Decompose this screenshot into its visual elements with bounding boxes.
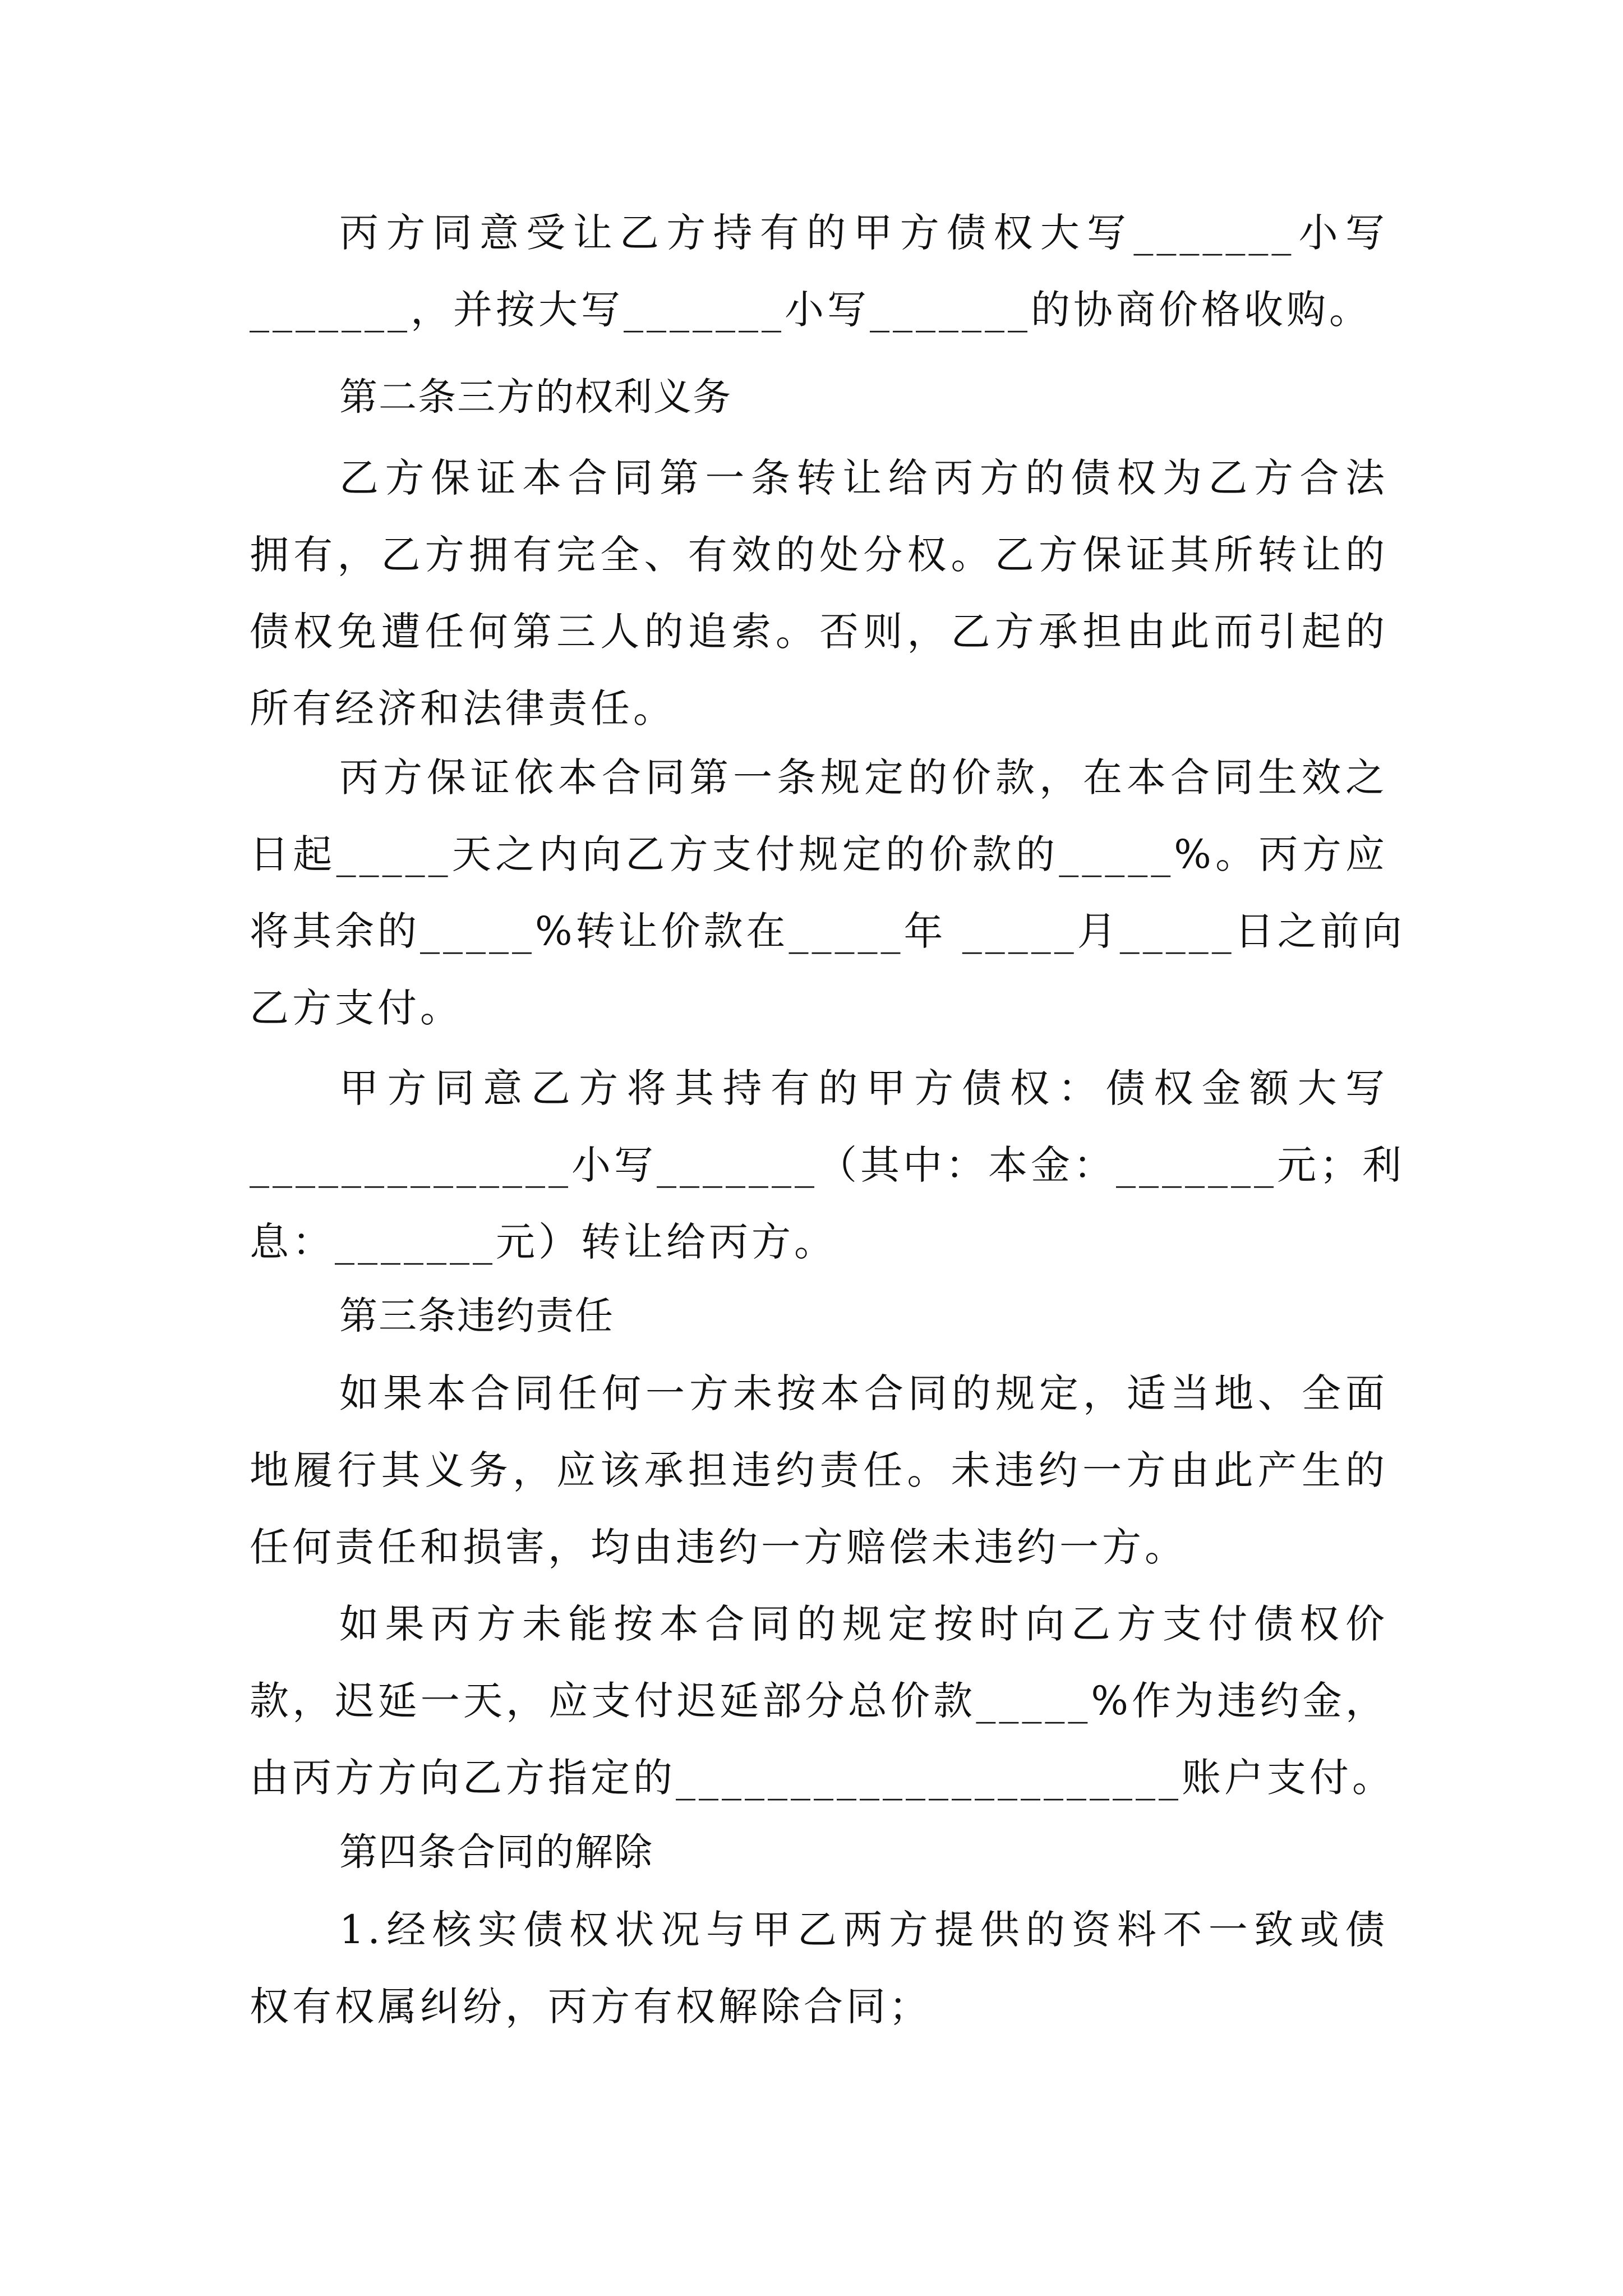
text-line: 权有权属纠纷，丙方有权解除合同； <box>250 1984 932 2030</box>
text-line: 1.经核实债权状况与甲乙两方提供的资料不一致或债 <box>339 1907 1388 1953</box>
text-line: 日起_____天之内向乙方支付规定的价款的_____%。丙方应 <box>250 831 1388 877</box>
text-line: 如果丙方未能按本合同的规定按时向乙方支付债权价 <box>339 1601 1388 1647</box>
text-line: 拥有，乙方拥有完全、有效的处分权。乙方保证其所转让的 <box>250 532 1388 578</box>
text-line: 如果本合同任何一方未按本合同的规定，适当地、全面 <box>339 1370 1388 1416</box>
text-line: 由丙方方向乙方指定的______________________账户支付。 <box>250 1755 1395 1801</box>
heading-text: 第四条合同的解除 <box>339 1830 654 1875</box>
heading-text: 第二条三方的权利义务 <box>339 375 732 420</box>
paragraph-payment-terms <box>250 739 1405 1047</box>
paragraph-party-b-guarantee <box>250 440 1388 747</box>
paragraph-party-a-consent <box>250 1050 1405 1281</box>
paragraph-termination-item-1 <box>250 1892 1388 2045</box>
text-line: 乙方支付。 <box>250 985 463 1031</box>
text-line: 乙方保证本合同第一条转让给丙方的债权为乙方合法 <box>339 455 1388 501</box>
text-line: 丙方同意受让乙方持有的甲方债权大写_______小写 <box>339 210 1388 256</box>
text-line: 所有经济和法律责任。 <box>250 685 676 731</box>
text-line: 息：_______元）转让给丙方。 <box>250 1219 837 1265</box>
text-line: 丙方保证依本合同第一条规定的价款，在本合同生效之 <box>339 754 1388 800</box>
text-line: _______，并按大写_______小写_______的协商价格收购。 <box>250 287 1372 333</box>
text-line: 债权免遭任何第三人的追索。否则，乙方承担由此而引起的 <box>250 609 1388 655</box>
text-line: 任何责任和损害，均由违约一方赔偿未违约一方。 <box>250 1524 1187 1570</box>
text-line: 将其余的_____%转让价款在_____年 _____月_____日之前向 <box>250 908 1405 954</box>
text-line: 甲方同意乙方将其持有的甲方债权：债权金额大写 <box>339 1065 1388 1111</box>
paragraph-late-payment <box>250 1586 1395 1816</box>
paragraph-transfer-consent <box>250 195 1388 348</box>
section-heading-breach-liability <box>250 1278 1388 1355</box>
paragraph-breach-general <box>250 1355 1388 1586</box>
text-line: ______________小写_______（其中：本金：_______元；利 <box>250 1142 1405 1188</box>
section-heading-rights-obligations <box>250 359 1388 436</box>
section-heading-termination <box>250 1814 1388 1891</box>
heading-text: 第三条违约责任 <box>339 1294 615 1338</box>
text-line: 款，迟延一天，应支付迟延部分总价款_____%作为违约金， <box>250 1678 1388 1724</box>
text-line: 地履行其义务，应该承担违约责任。未违约一方由此产生的 <box>250 1447 1388 1493</box>
